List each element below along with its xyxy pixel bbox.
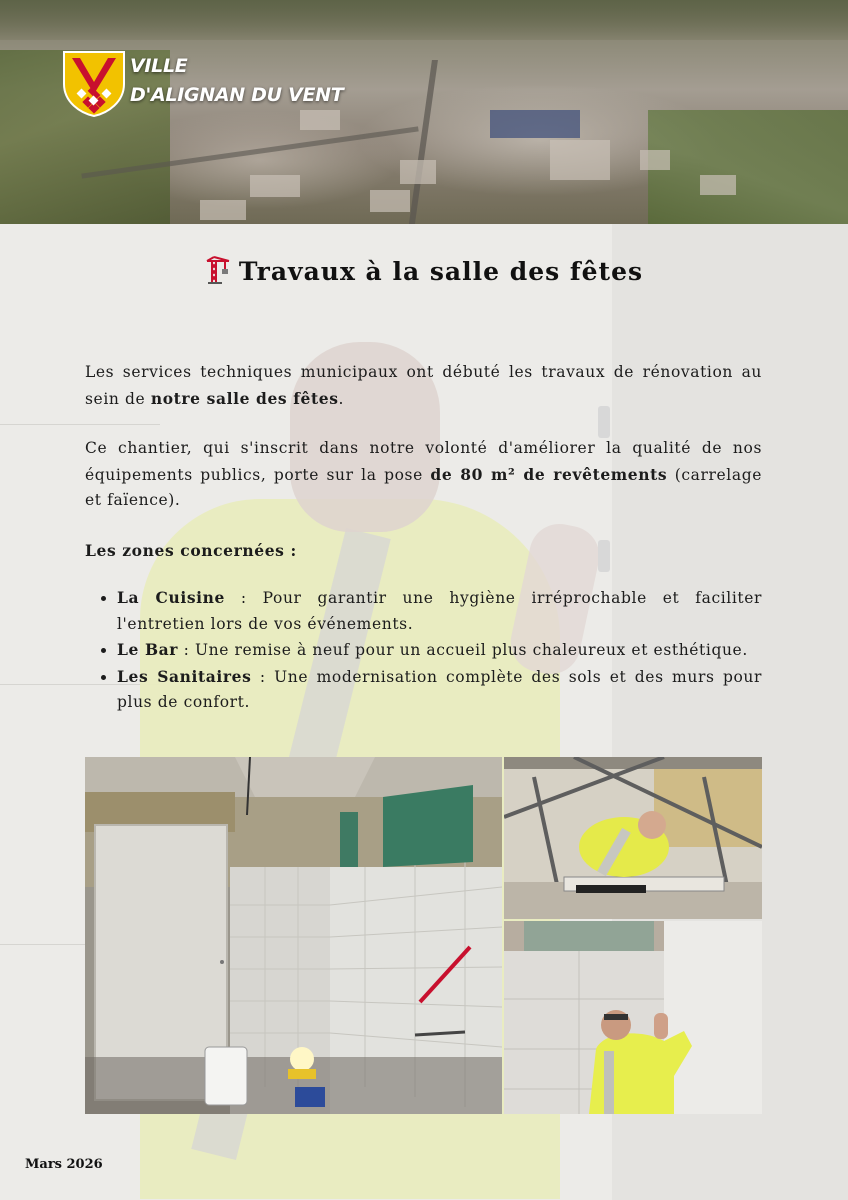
worker-laying-illustration [504,921,762,1114]
horizon [0,0,848,40]
building [550,140,610,180]
kitchen-tiling-illustration [85,757,502,1114]
paragraph-details-bold: de 80 m² de revêtements [430,464,668,484]
building [370,190,410,212]
building [200,200,246,220]
paragraph-details-end: (carrelage et faïence). [85,465,762,509]
list-item-cuisine [117,585,762,637]
footer-date: Mars 2026 [25,1157,103,1172]
header-aerial-photo [0,0,848,224]
paragraph-intro-end: . [338,389,345,408]
paragraph-intro-text: Les services techniques municipaux ont débuté les travaux de rénovation au sein de [85,363,762,408]
worker-laying-wall-tile-photo [504,921,762,1114]
town-crest-icon [62,50,126,118]
paragraph-intro-bold: notre salle des fêtes [150,388,339,408]
list-item-sanitaires [117,664,762,716]
town-name-line2: D'ALIGNAN DU VENT [130,84,344,106]
paragraph-intro [85,360,762,412]
page-title-text: Travaux à la salle des fêtes [238,257,644,286]
list-item-bar [117,637,762,664]
building [400,160,436,184]
fields-right [648,110,848,224]
kitchen-tiling-photo [85,757,502,1114]
zone-name: Le Bar [117,640,179,659]
roof-solar [490,110,580,138]
road [408,60,438,224]
building [250,175,300,197]
worker-cutting-tile-photo [504,757,762,919]
photo-collage [85,757,762,1114]
building [300,110,340,130]
crane-icon [205,256,231,284]
building [640,150,670,170]
zones-list [85,585,762,716]
zone-name: Les Sanitaires [117,666,252,686]
building [700,175,736,195]
paragraph-details [85,436,762,514]
town-name [130,52,343,110]
zone-name: La Cuisine [117,588,225,607]
zones-heading: Les zones concernées : [85,540,297,560]
zone-text: : Une modernisation complète des sols et des murs pour plus de confort. [117,667,762,711]
worker-cutting-illustration [504,757,762,919]
zone-text: : Pour garantir une hygiène irréprochable et faciliter l'entretien lors de vos événements. [117,589,763,633]
town-name-line1: VILLE [130,55,188,77]
zone-text: : Une remise à neuf pour un accueil plus chaleureux et esthétique. [178,641,748,659]
article-body [85,360,762,716]
paragraph-details-text: Ce chantier, qui s'inscrit dans notre volonté d'améliorer la qualité de nos équipements publics, porte sur la pose [85,439,762,484]
page-title [0,256,848,286]
